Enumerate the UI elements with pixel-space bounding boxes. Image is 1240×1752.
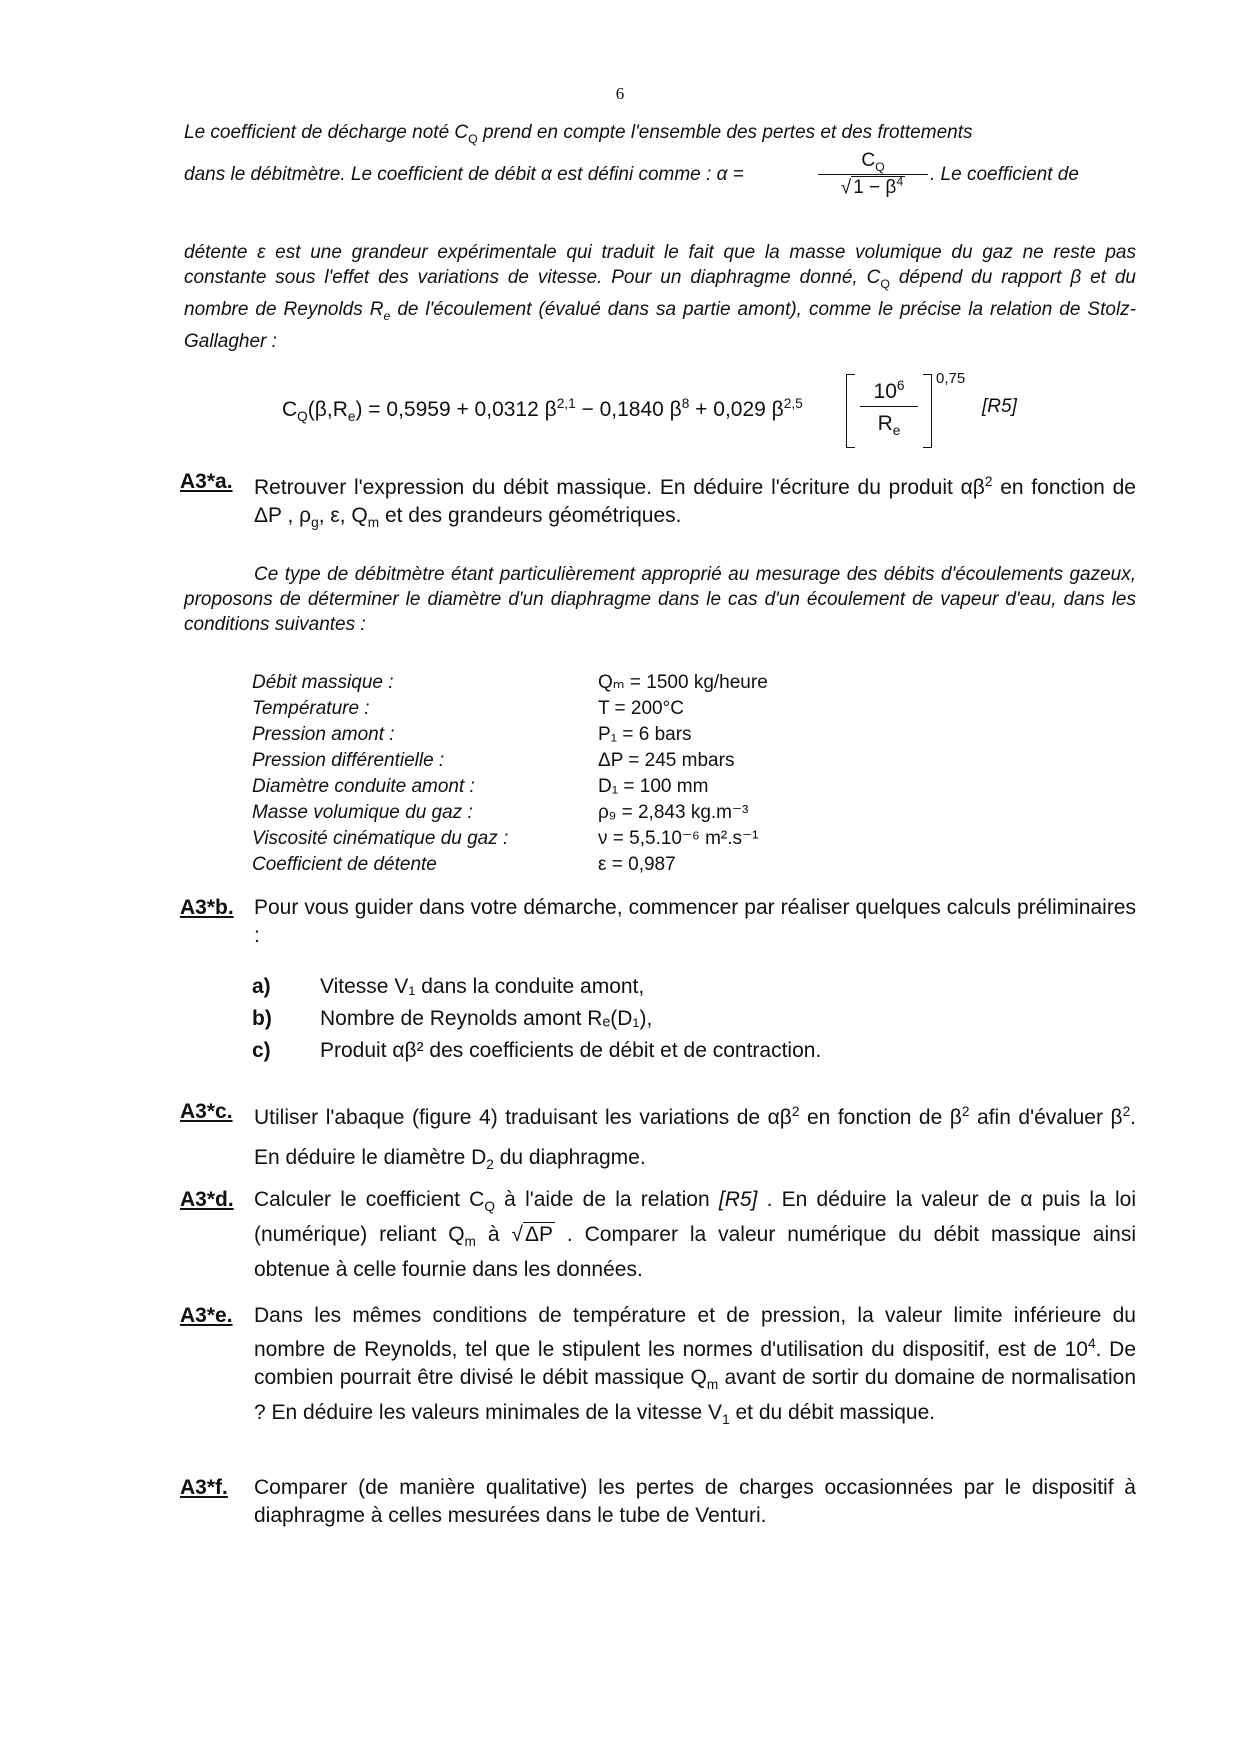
question-label: A3*f. (180, 1476, 228, 1499)
question-label: A3*e. (180, 1304, 233, 1327)
reynolds-fraction: $10^6$ $R_e$ (846, 374, 932, 446)
question-a3b: A3*b. Pour vous guider dans votre démarche, commencer par réaliser quelques calculs préliminaires : (180, 896, 1136, 947)
question-a3a: A3*a. Retrouver l'expression du débit massique. En déduire l'écriture du produit $\alpha\beta^2$ en fonction de ΔP , $\rho_g$, ε, $Q_m$ et des grandeurs géométriques. (180, 470, 1136, 531)
formula-tag: [R5] (982, 396, 1017, 417)
question-label: A3*b. (180, 896, 234, 919)
page-number: 6 (615, 84, 625, 103)
stolz-gallagher-formula: $C_Q(\beta,R_e) = 0,5959 + 0,0312$ $\beta^{2,1} - 0,1840$ $\beta^8 + 0,029$ $\beta^{2,5}$ $10^6$ $R_e$ 0,75 [R5] (282, 372, 1042, 452)
intro-line-1: Le coefficient de décharge noté $C_Q$ prend en compte l'ensemble des pertes et des frottements (184, 122, 973, 146)
intro-paragraph: détente ε est une grandeur expérimentale qui traduit le fait que la masse volumique du gaz ne reste pas constante sous l'effet des variations de vitesse. Pour un diaphragme donné, $C_Q$ dépend du rapport β et du nombre de Reynolds $R_e$ de l'écoulement (évalué dans sa partie amont), comme le précise la relation de Stolz-Gallagher : (184, 242, 1137, 352)
alpha-fraction: $\frac{C_Q}{√ 1 - \beta^4}$ (818, 150, 928, 199)
question-label: A3*c. (180, 1100, 233, 1123)
question-a3e: A3*e. Dans les mêmes conditions de température et de pression, la valeur limite inférieure du nombre de Reynolds, tel que le stipulent les normes d'utilisation du dispositif, est de $10^4$. De combien pourrait être divisé le débit massique $Q_m$ avant de sortir du domaine de normalisation ? En déduire les valeurs minimales de la vitesse $V_1$ et du débit massique. (180, 1304, 1137, 1428)
question-a3c: A3*c. Utiliser l'abaque (figure 4) traduisant les variations de $\alpha\beta^2$ en fonction de $\beta^2$ afin d'évaluer $\beta^2$. En déduire le diamètre $D_2$ du diaphragme. (180, 1092, 1136, 1185)
question-a3f: A3*f. Comparer (de manière qualitative) les pertes de charges occasionnées par le dispositif à diaphragme à celles mesurées dans le tube de Venturi. (180, 1476, 1136, 1527)
formula-exponent: 0,75 (936, 370, 966, 387)
question-a3d: A3*d. Calculer le coefficient $C_Q$ à l'aide de la relation [R5] . En déduire la valeur de α puis la loi (numérique) reliant $Q_m$ à √ΔP . Comparer la valeur numérique du débit massique ainsi obtenue à celle fournie dans les données. (180, 1188, 1136, 1282)
context-paragraph: Ce type de débitmètre étant particulièrement approprié au mesurage des débits d'écoulements gazeux, proposons de déterminer le diamètre d'un diaphragme dans le cas d'un écoulement de vapeur d'eau, dans les conditions suivantes : (184, 564, 1136, 635)
question-label: A3*a. (180, 470, 233, 493)
question-label: A3*d. (180, 1188, 234, 1211)
